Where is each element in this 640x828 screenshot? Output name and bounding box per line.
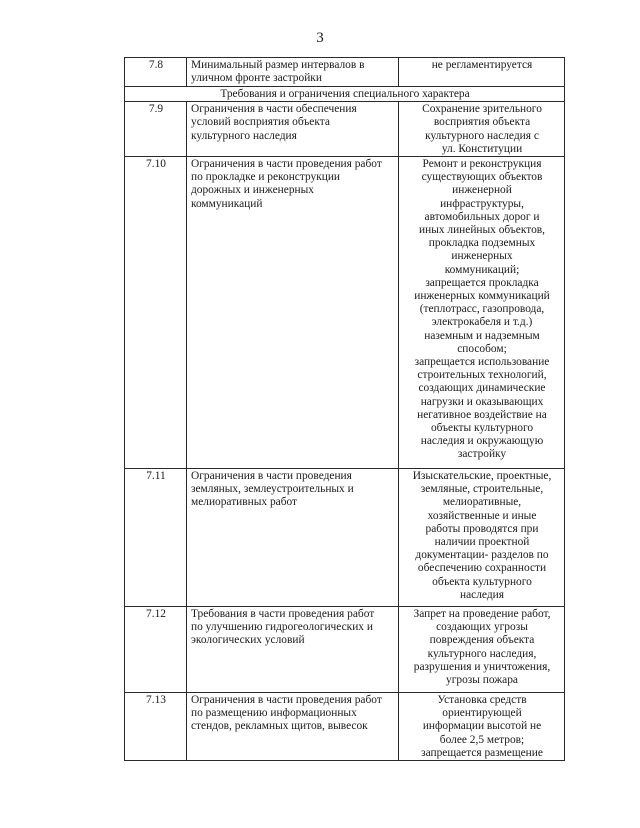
- requirement-value-line: объекта культурного: [432, 575, 532, 588]
- requirement-value-line: земляные, строительные,: [420, 483, 544, 496]
- requirement-value-line: (теплотрасс, газопровода,: [419, 303, 545, 316]
- requirement-name: [187, 607, 399, 693]
- requirement-value: [399, 469, 565, 607]
- section-title: Требования и ограничения специального характера: [125, 87, 565, 102]
- requirement-name-line: Ограничения в части проведения работ: [191, 158, 382, 171]
- requirement-name: [187, 102, 399, 157]
- table-row: [125, 469, 565, 607]
- requirement-value-line: ориентирующей: [442, 707, 522, 720]
- requirement-value-line: электрокабеля и т.д.): [431, 316, 533, 329]
- table-row: [125, 58, 565, 87]
- requirement-value-line: прокладка подземных: [428, 237, 536, 250]
- requirement-value: [399, 58, 565, 87]
- requirement-value-line: нагрузки и оказывающих: [420, 395, 544, 408]
- requirement-value-line: обеспечению сохранности: [417, 562, 547, 575]
- requirement-value-line: создающих динамические: [418, 382, 546, 395]
- requirement-value-line: иных линейных объектов,: [419, 224, 545, 237]
- requirement-value-line: запрещается прокладка: [425, 276, 539, 289]
- requirement-value-line: инженерных коммуникаций: [414, 290, 550, 303]
- requirement-value-line: создающих угрозы: [436, 621, 528, 634]
- page-number: 3: [316, 30, 324, 46]
- requirement-value-line: не регламентируется: [431, 59, 533, 71]
- table-row: [125, 607, 565, 693]
- row-number: 7.9: [125, 102, 187, 157]
- requirement-value-line: коммуникаций;: [444, 263, 520, 276]
- requirement-value-line: угрозы пожара: [446, 674, 518, 687]
- requirement-value-line: объекты культурного: [430, 422, 534, 435]
- row-number: 7.12: [125, 607, 187, 693]
- row-number: 7.8: [125, 58, 187, 87]
- requirement-name-line: культурного наследия: [191, 129, 297, 142]
- requirement-value-line: автомобильных дорог и: [424, 210, 540, 223]
- requirement-value: [399, 102, 565, 157]
- requirement-name: [187, 157, 399, 469]
- requirement-name-line: условий восприятия объекта: [191, 116, 330, 129]
- requirement-value-line: наличии проектной: [434, 536, 530, 549]
- requirement-value-line: культурного наследия с: [425, 129, 539, 142]
- requirement-name-line: уличном фронте застройки: [191, 72, 322, 85]
- requirement-value: [399, 693, 565, 761]
- requirement-name-line: по размещению информационных: [191, 707, 357, 720]
- requirement-name-line: Ограничения в части проведения работ: [191, 694, 382, 707]
- table-row: [125, 693, 565, 761]
- table-row: [125, 102, 565, 157]
- requirement-value-line: мелиоративные,: [442, 496, 522, 509]
- requirement-value-line: восприятия объекта: [433, 116, 531, 129]
- requirement-value-line: строительных технологий,: [417, 369, 547, 382]
- requirement-value-line: разрушения и уничтожения,: [413, 660, 551, 673]
- requirement-value-line: способом;: [457, 342, 507, 355]
- requirement-name: [187, 469, 399, 607]
- requirement-value-line: Установка средств: [437, 694, 527, 707]
- table-row: [125, 157, 565, 469]
- requirement-name-line: Требования в части проведения работ: [191, 608, 375, 621]
- requirement-value-line: хозяйственные и иные: [427, 509, 537, 522]
- requirement-value-line: документации- разделов по: [415, 549, 549, 562]
- requirement-value-line: работы проводятся при: [425, 522, 539, 535]
- requirement-value-line: инженерных: [451, 250, 513, 263]
- requirement-value-line: наследия и окружающую: [420, 435, 544, 448]
- requirement-value-line: повреждения объекта: [429, 634, 535, 647]
- requirement-value-line: застройку: [457, 448, 507, 461]
- requirement-name-line: земляных, землеустроительных и: [191, 483, 354, 496]
- section-header-row: [125, 87, 565, 102]
- requirement-value-line: негативное воздействие на: [417, 408, 547, 421]
- requirement-value-line: более 2,5 метров;: [439, 733, 525, 746]
- row-number: 7.13: [125, 693, 187, 761]
- requirement-value-line: наследия: [460, 588, 504, 601]
- requirement-value-line: инфраструктуры,: [440, 197, 524, 210]
- requirement-name-line: по прокладке и реконструкции: [191, 171, 341, 184]
- requirement-value-line: культурного наследия,: [427, 647, 537, 660]
- requirement-name-line: Минимальный размер интервалов в: [191, 59, 365, 71]
- requirement-value-line: Сохранение зрительного: [422, 103, 542, 116]
- requirement-name-line: экологических условий: [191, 634, 305, 647]
- requirement-name-line: коммуникаций: [191, 197, 263, 210]
- requirements-table: [124, 57, 565, 761]
- requirement-value-line: наземным и надземным: [424, 329, 540, 342]
- requirement-name-line: мелиоративных работ: [191, 496, 298, 509]
- requirement-value-line: запрещается использование: [414, 356, 550, 369]
- row-number: 7.10: [125, 157, 187, 469]
- requirement-value-line: ул. Конституции: [441, 142, 523, 155]
- requirement-value-line: инженерной: [452, 184, 512, 197]
- requirement-value-line: Изыскательские, проектные,: [412, 470, 552, 483]
- requirement-name-line: дорожных и инженерных: [191, 184, 314, 197]
- row-number: 7.11: [125, 469, 187, 607]
- requirement-value-line: информации высотой не: [422, 720, 542, 733]
- requirement-name: [187, 58, 399, 87]
- requirement-name-line: стендов, рекламных щитов, вывесок: [191, 720, 368, 733]
- requirement-value-line: запрещается размещение: [421, 746, 543, 759]
- requirement-value-line: существующих объектов: [421, 171, 543, 184]
- requirement-value-line: Запрет на проведение работ,: [413, 608, 551, 621]
- requirement-value-line: Ремонт и реконструкция: [422, 158, 542, 171]
- requirement-name: [187, 693, 399, 761]
- requirement-name-line: Ограничения в части проведения: [191, 470, 352, 483]
- requirement-value: [399, 607, 565, 693]
- requirement-name-line: по улучшению гидрогеологических и: [191, 621, 373, 634]
- requirement-name-line: Ограничения в части обеспечения: [191, 103, 357, 116]
- requirement-value: [399, 157, 565, 469]
